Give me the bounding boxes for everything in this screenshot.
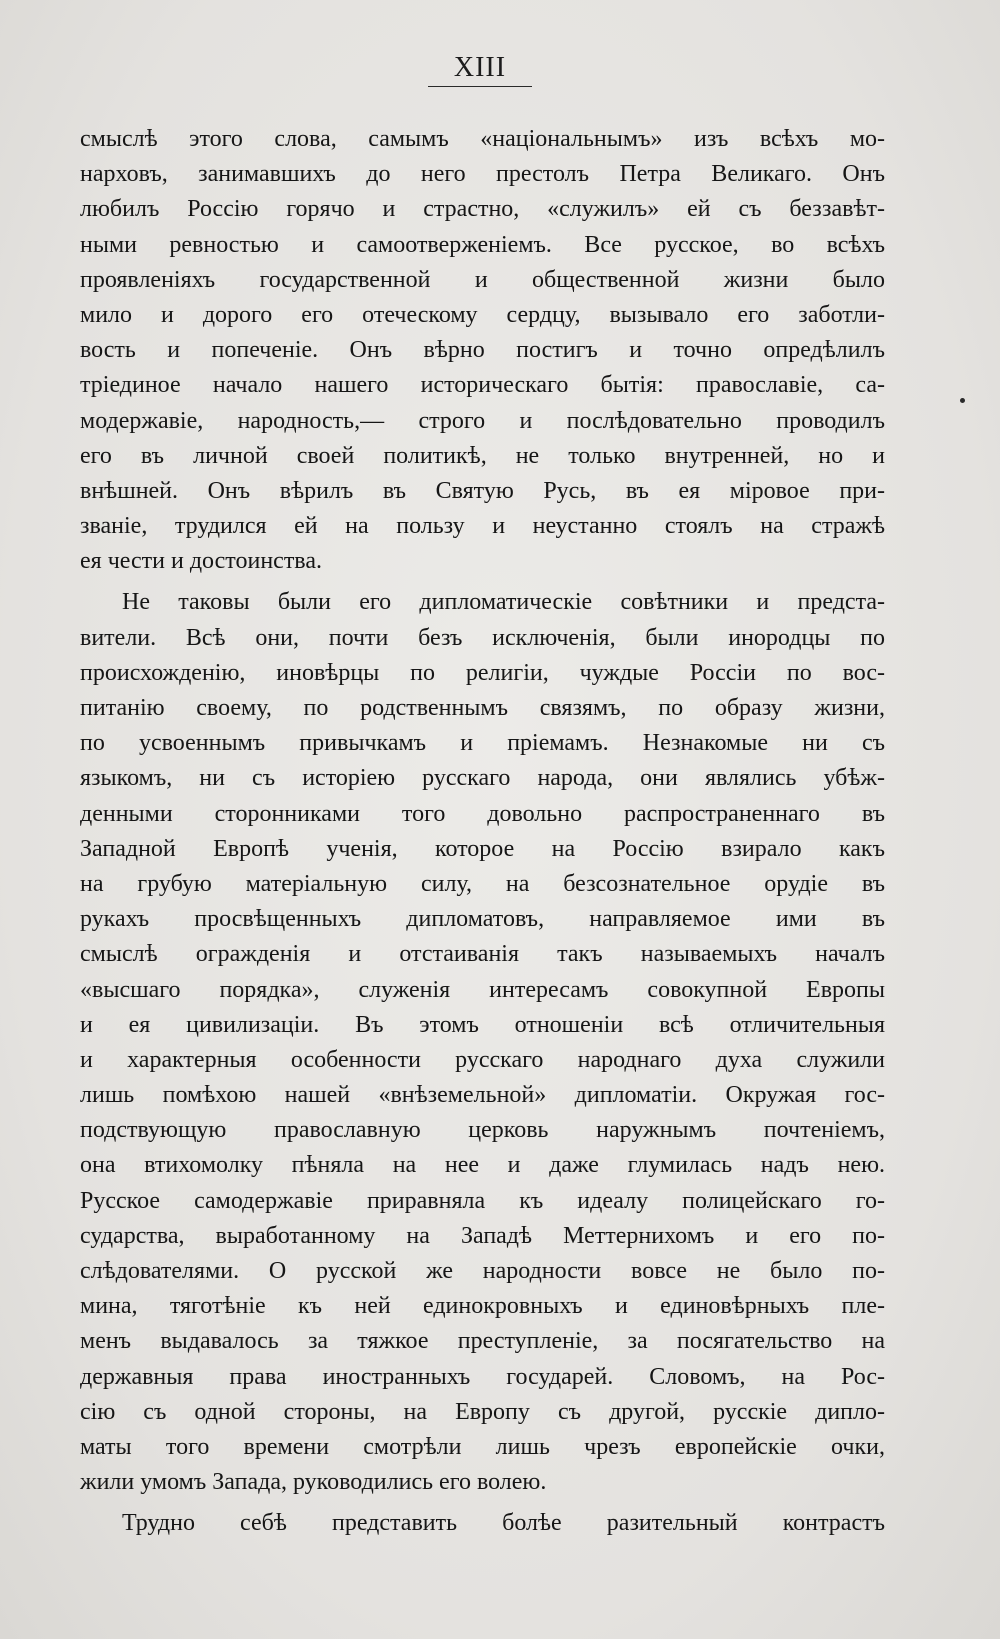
text-line: происхожденію, иновѣрцы по религіи, чуждые Россіи по вос- — [80, 659, 885, 686]
text-line: и характерныя особенности русскаго народнаго духа служили — [80, 1046, 885, 1073]
text-line: модержавіе, народность,— строго и послѣдовательно проводилъ — [80, 407, 885, 434]
text-line: языкомъ, ни съ исторіею русскаго народа, они являлись убѣж- — [80, 765, 885, 792]
text-line: вость и попеченіе. Онъ вѣрно постигъ и точно опредѣлилъ — [80, 337, 885, 364]
text-line: Западной Европѣ ученія, которое на Россію взирало какъ — [80, 835, 885, 862]
paragraph — [80, 1506, 885, 1541]
text-line: смыслѣ огражденія и отстаиванія такъ называемыхъ началъ — [80, 941, 885, 968]
text-line: мило и дорого его отеческому сердцу, вызывало его заботли- — [80, 301, 885, 328]
text-line: лишь помѣхою нашей «внѣземельной» дипломатіи. Окружая гос- — [80, 1082, 885, 1109]
text-line: внѣшней. Онъ вѣрилъ въ Святую Русь, въ ея міровое при- — [80, 477, 885, 504]
text-line: державныя права иностранныхъ государей. Словомъ, на Рос- — [80, 1363, 885, 1390]
print-speck — [960, 398, 965, 403]
body-text — [80, 122, 885, 1542]
text-line: вители. Всѣ они, почти безъ исключенія, были инородцы по — [80, 624, 885, 651]
text-line: ея чести и достоинства. — [80, 548, 322, 575]
text-line: сударства, выработанному на Западѣ Меттернихомъ и его по- — [80, 1222, 885, 1249]
text-line: маты того времени смотрѣли лишь чрезъ европейскіе очки, — [80, 1433, 885, 1460]
text-line: слѣдователями. О русской же народности вовсе не было по- — [80, 1258, 885, 1284]
text-line: сію съ одной стороны, на Европу съ другой, русскіе дипло- — [80, 1398, 885, 1425]
text-line: смыслѣ этого слова, самымъ «національнымъ» изъ всѣхъ мо- — [80, 126, 885, 152]
text-line: мина, тяготѣніе къ ней единокровныхъ и единовѣрныхъ пле- — [80, 1293, 885, 1320]
text-line: тріединое начало нашего историческаго бытія: православіе, са- — [80, 372, 885, 399]
text-line: ными ревностью и самоотверженіемъ. Все русское, во всѣхъ — [80, 231, 885, 258]
paragraph — [80, 122, 885, 579]
text-line: жили умомъ Запада, руководились его волею. — [80, 1469, 547, 1496]
text-line: проявленіяхъ государственной и общественной жизни было — [80, 266, 885, 293]
text-line: на грубую матеріальную силу, на безсознательное орудіе въ — [80, 870, 885, 897]
text-line: она втихомолку пѣняла на нее и даже глумилась надъ нею. — [80, 1152, 885, 1179]
text-line: подствующую православную церковь наружнымъ почтеніемъ, — [80, 1117, 885, 1144]
text-line: по усвоеннымъ привычкамъ и пріемамъ. Незнакомые ни съ — [80, 730, 885, 757]
header-rule — [428, 86, 532, 87]
text-line: рукахъ просвѣщенныхъ дипломатовъ, направляемое ими въ — [80, 906, 885, 933]
text-line: его въ личной своей политикѣ, не только внутренней, но и — [80, 442, 885, 469]
text-line: Не таковы были его дипломатическіе совѣтники и предста- — [122, 589, 885, 616]
text-line: денными сторонниками того довольно распространеннаго въ — [80, 800, 885, 827]
paragraph — [80, 585, 885, 1500]
text-line: званіе, трудился ей на пользу и неустанно стоялъ на стражѣ — [80, 513, 885, 540]
text-line: «высшаго порядка», служенія интересамъ совокупной Европы — [80, 976, 885, 1003]
text-line: Трудно себѣ представить болѣе разительный контрастъ — [122, 1510, 885, 1537]
page-number: XIII — [453, 52, 507, 83]
text-line: Русское самодержавіе приравняла къ идеалу полицейскаго го- — [80, 1187, 885, 1214]
text-line: менъ выдавалось за тяжкое преступленіе, за посягательство на — [80, 1328, 885, 1355]
text-line: питанію своему, по родственнымъ связямъ, по образу жизни, — [80, 695, 885, 721]
text-line: любилъ Россію горячо и страстно, «служилъ» ей съ беззавѣт- — [80, 196, 885, 223]
text-line: и ея цивилизаціи. Въ этомъ отношеніи всѣ отличительныя — [80, 1011, 885, 1038]
text-line: нарховъ, занимавшихъ до него престолъ Петра Великаго. Онъ — [80, 161, 885, 188]
